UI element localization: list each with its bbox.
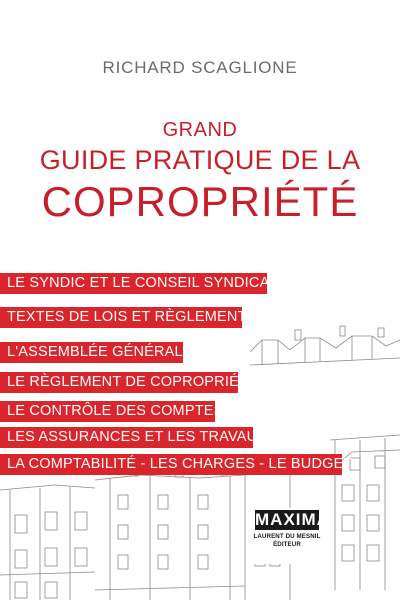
- topic-banner: LE CONTRÔLE DES COMPTES: [0, 401, 215, 422]
- topic-banner: LE SYNDIC ET LE CONSEIL SYNDICAL: [0, 273, 267, 294]
- author-name: RICHARD SCAGLIONE: [102, 58, 298, 77]
- book-title: [0, 118, 400, 226]
- topic-banner: LES ASSURANCES ET LES TRAVAUX: [0, 427, 253, 448]
- publisher-logo-text: MAXIMA: [255, 510, 330, 529]
- rooftops-illustration: [0, 290, 400, 600]
- title-line-2: GUIDE PRATIQUE DE LA: [39, 145, 361, 175]
- title-line-1: GRAND: [162, 119, 238, 141]
- publisher-name: LAURENT DU MESNIL ÉDITEUR: [253, 533, 321, 548]
- topic-banner: LA COMPTABILITÉ - LES CHARGES - LE BUDGET: [0, 454, 342, 475]
- topic-banner: L'ASSEMBLÉE GÉNÉRALE: [0, 342, 183, 363]
- title-line-3: COPROPRIÉTÉ: [41, 178, 359, 225]
- topic-banner: TEXTES DE LOIS ET RÈGLEMENTS: [0, 307, 242, 328]
- topic-banner: LE RÈGLEMENT DE COPROPRIÉTÉ: [0, 372, 238, 393]
- publisher-logo: [253, 508, 330, 564]
